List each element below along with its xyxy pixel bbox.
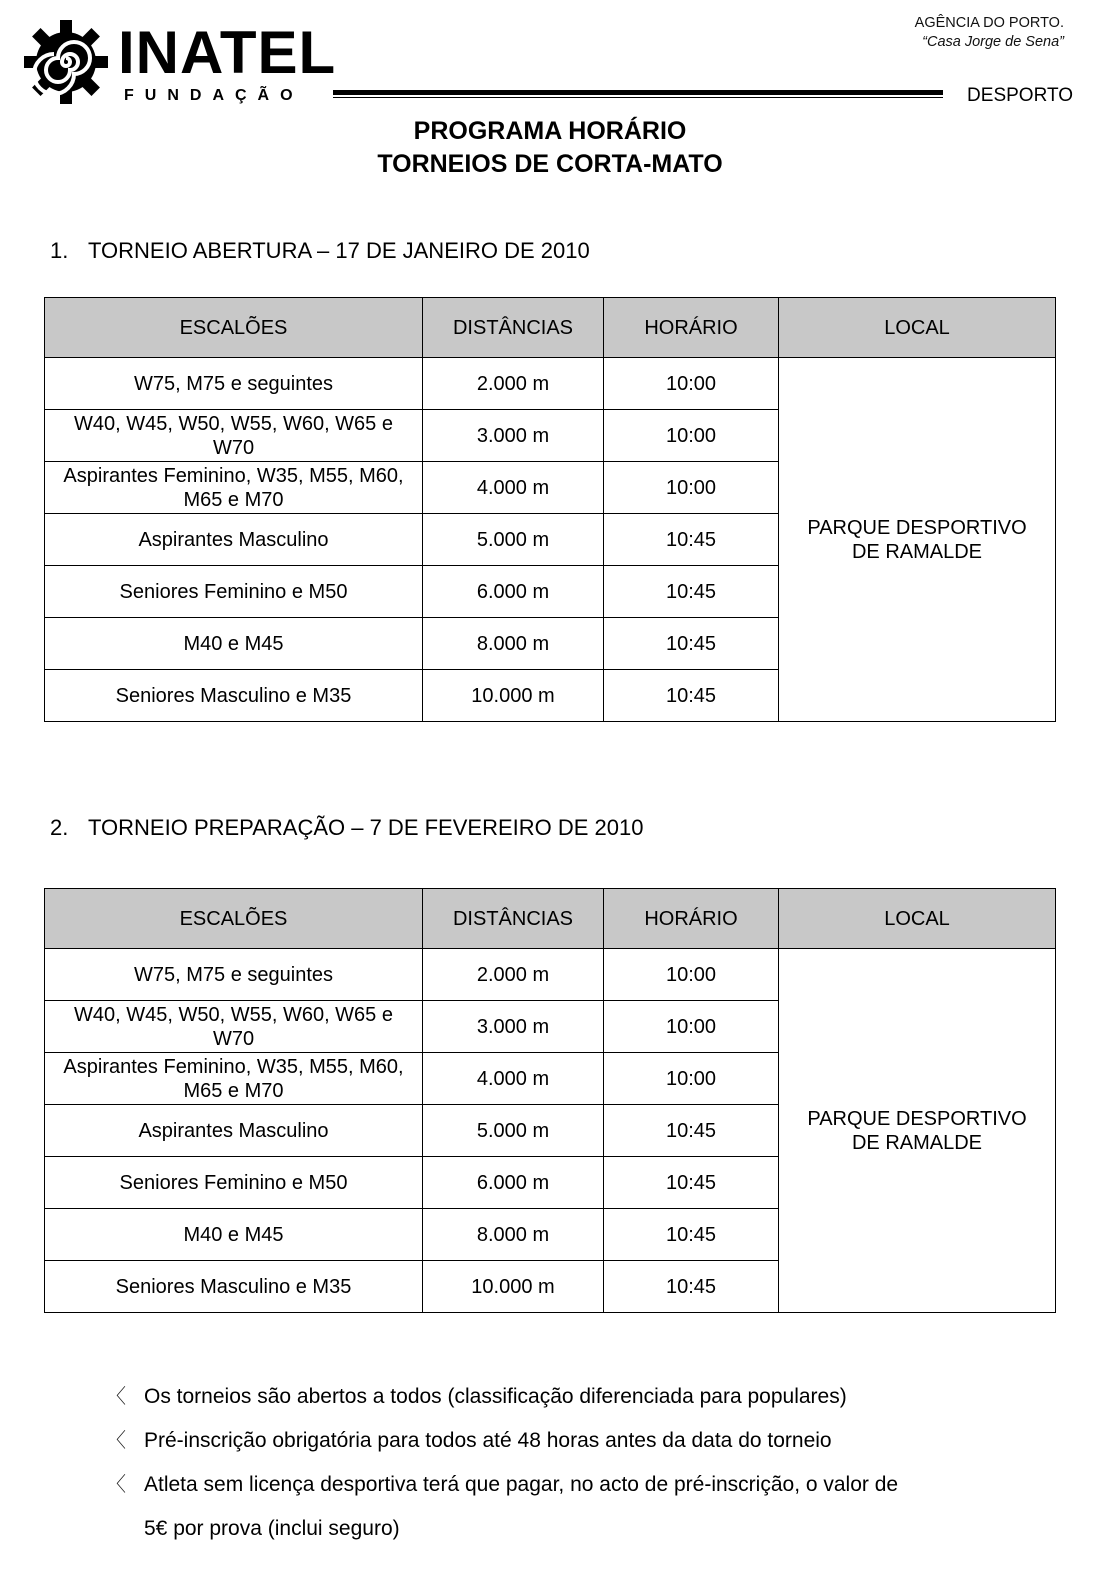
cell-escaloes: Seniores Masculino e M35 bbox=[45, 1261, 423, 1313]
cell-escaloes: W40, W45, W50, W55, W60, W65 e W70 bbox=[45, 1001, 423, 1053]
cell-distancia: 8.000 m bbox=[423, 1209, 604, 1261]
cell-escaloes: W75, M75 e seguintes bbox=[45, 949, 423, 1001]
cell-distancia: 6.000 m bbox=[423, 566, 604, 618]
cell-horario: 10:00 bbox=[604, 1053, 779, 1105]
cell-distancia: 10.000 m bbox=[423, 670, 604, 722]
cell-distancia: 10.000 m bbox=[423, 1261, 604, 1313]
header-divider bbox=[333, 90, 943, 95]
column-header-distancias: DISTÂNCIAS bbox=[423, 298, 604, 358]
column-header-escaloes: ESCALÕES bbox=[45, 298, 423, 358]
cell-distancia: 3.000 m bbox=[423, 1001, 604, 1053]
section-number: 2. bbox=[50, 815, 69, 840]
cell-escaloes: M40 e M45 bbox=[45, 1209, 423, 1261]
cell-horario: 10:45 bbox=[604, 514, 779, 566]
cell-distancia: 4.000 m bbox=[423, 462, 604, 514]
column-header-escaloes: ESCALÕES bbox=[45, 889, 423, 949]
cell-distancia: 2.000 m bbox=[423, 358, 604, 410]
cell-escaloes: Aspirantes Feminino, W35, M55, M60, M65 e M70 bbox=[45, 462, 423, 514]
cell-horario: 10:00 bbox=[604, 410, 779, 462]
list-item bbox=[100, 1375, 1050, 1419]
cell-escaloes: Aspirantes Feminino, W35, M55, M60, M65 e M70 bbox=[45, 1053, 423, 1105]
cell-distancia: 6.000 m bbox=[423, 1157, 604, 1209]
bullet-icon: 〈 bbox=[106, 1386, 126, 1408]
cell-distancia: 3.000 m bbox=[423, 410, 604, 462]
note-text: Os torneios são abertos a todos (classificação diferenciada para populares) bbox=[144, 1385, 847, 1408]
schedule-table-1 bbox=[44, 297, 1056, 722]
header-divider-thin bbox=[333, 97, 943, 98]
local-line-1: PARQUE DESPORTIVO bbox=[807, 516, 1027, 539]
note-text: Pré-inscrição obrigatória para todos até 48 horas antes da data do torneio bbox=[144, 1429, 832, 1452]
cell-distancia: 5.000 m bbox=[423, 1105, 604, 1157]
agency-name: AGÊNCIA DO PORTO. bbox=[914, 15, 1064, 31]
cell-horario: 10:00 bbox=[604, 358, 779, 410]
local-line-2: DE RAMALDE bbox=[851, 1131, 983, 1154]
section-number: 1. bbox=[50, 238, 69, 263]
page-title bbox=[0, 115, 1100, 181]
cell-distancia: 4.000 m bbox=[423, 1053, 604, 1105]
cell-horario: 10:45 bbox=[604, 670, 779, 722]
column-header-distancias: DISTÂNCIAS bbox=[423, 889, 604, 949]
table-row bbox=[45, 949, 1056, 1001]
cell-horario: 10:00 bbox=[604, 462, 779, 514]
note-text: Atleta sem licença desportiva terá que pagar, no acto de pré-inscrição, o valor de bbox=[144, 1473, 899, 1496]
cell-escaloes: M40 e M45 bbox=[45, 618, 423, 670]
cell-horario: 10:45 bbox=[604, 1105, 779, 1157]
column-header-local: LOCAL bbox=[779, 298, 1056, 358]
cell-horario: 10:00 bbox=[604, 949, 779, 1001]
cell-horario: 10:45 bbox=[604, 1209, 779, 1261]
agency-block bbox=[915, 14, 1064, 52]
cell-escaloes: Aspirantes Masculino bbox=[45, 514, 423, 566]
logo-subtitle: FUNDAÇÃO bbox=[124, 87, 304, 104]
list-item bbox=[100, 1419, 1050, 1463]
cell-escaloes: Seniores Feminino e M50 bbox=[45, 1157, 423, 1209]
list-item bbox=[100, 1463, 1050, 1551]
logo-wordmark: INATEL bbox=[118, 19, 337, 86]
cell-local bbox=[779, 358, 1056, 722]
note-text-continued: 5€ por prova (inclui seguro) bbox=[144, 1517, 400, 1540]
inatel-gear-icon bbox=[20, 16, 112, 108]
inatel-logo bbox=[20, 16, 337, 108]
cell-escaloes: W40, W45, W50, W55, W60, W65 e W70 bbox=[45, 410, 423, 462]
notes-list bbox=[100, 1375, 1050, 1551]
title-line-2: TORNEIOS DE CORTA-MATO bbox=[377, 150, 723, 178]
cell-distancia: 8.000 m bbox=[423, 618, 604, 670]
section-heading-1 bbox=[50, 238, 590, 264]
cell-local bbox=[779, 949, 1056, 1313]
cell-distancia: 2.000 m bbox=[423, 949, 604, 1001]
table-header-row bbox=[45, 889, 1056, 949]
cell-distancia: 5.000 m bbox=[423, 514, 604, 566]
cell-escaloes: Aspirantes Masculino bbox=[45, 1105, 423, 1157]
department-label: DESPORTO bbox=[967, 85, 1073, 106]
section-title: TORNEIO ABERTURA – 17 DE JANEIRO DE 2010 bbox=[88, 238, 590, 263]
table-header-row bbox=[45, 298, 1056, 358]
section-title: TORNEIO PREPARAÇÃO – 7 DE FEVEREIRO DE 2010 bbox=[88, 815, 644, 840]
table-row bbox=[45, 358, 1056, 410]
cell-escaloes: Seniores Feminino e M50 bbox=[45, 566, 423, 618]
cell-horario: 10:45 bbox=[604, 1261, 779, 1313]
bullet-icon: 〈 bbox=[106, 1474, 126, 1496]
cell-horario: 10:45 bbox=[604, 1157, 779, 1209]
cell-escaloes: Seniores Masculino e M35 bbox=[45, 670, 423, 722]
cell-horario: 10:45 bbox=[604, 618, 779, 670]
agency-subtitle: “Casa Jorge de Sena” bbox=[922, 34, 1064, 50]
local-line-1: PARQUE DESPORTIVO bbox=[807, 1107, 1027, 1130]
column-header-local: LOCAL bbox=[779, 889, 1056, 949]
column-header-horario: HORÁRIO bbox=[604, 889, 779, 949]
bullet-icon: 〈 bbox=[106, 1430, 126, 1452]
column-header-horario: HORÁRIO bbox=[604, 298, 779, 358]
section-heading-2 bbox=[50, 815, 643, 841]
schedule-table-2 bbox=[44, 888, 1056, 1313]
local-line-2: DE RAMALDE bbox=[851, 540, 983, 563]
cell-horario: 10:45 bbox=[604, 566, 779, 618]
title-line-1: PROGRAMA HORÁRIO bbox=[413, 117, 687, 145]
cell-escaloes: W75, M75 e seguintes bbox=[45, 358, 423, 410]
cell-horario: 10:00 bbox=[604, 1001, 779, 1053]
